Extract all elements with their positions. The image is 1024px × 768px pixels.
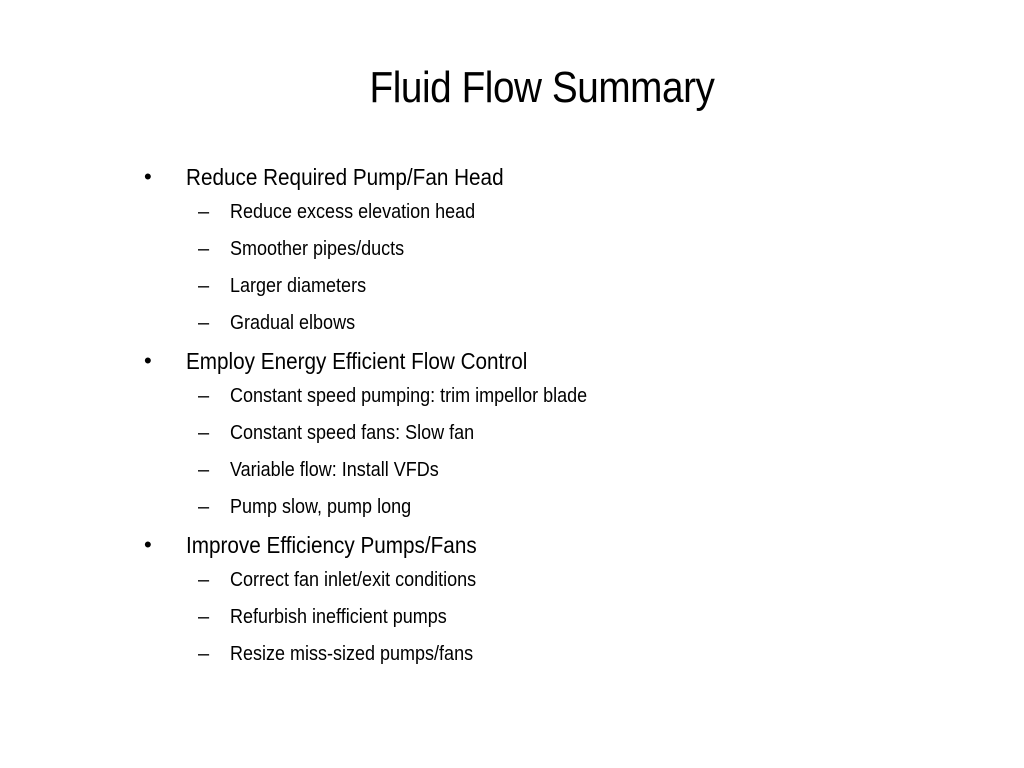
dash-icon: – xyxy=(198,459,210,481)
dash-icon: – xyxy=(198,606,210,628)
bullet-item xyxy=(144,526,944,562)
slide-title: Fluid Flow Summary xyxy=(369,63,715,112)
sub-bullet-item xyxy=(144,194,944,231)
bullet-item xyxy=(144,158,944,194)
sub-bullet-item xyxy=(144,489,944,526)
sub-bullet-item xyxy=(144,378,944,415)
bullet-text: Reduce Required Pump/Fan Head xyxy=(186,164,504,190)
sub-bullet-text: Correct fan inlet/exit conditions xyxy=(230,569,477,591)
dash-icon: – xyxy=(198,312,210,334)
sub-bullet-item xyxy=(144,305,944,342)
bullet-icon: • xyxy=(144,164,152,189)
sub-bullet-text: Constant speed fans: Slow fan xyxy=(230,422,475,444)
sub-bullet-item xyxy=(144,452,944,489)
sub-bullet-text: Pump slow, pump long xyxy=(230,496,412,518)
dash-icon: – xyxy=(198,422,210,444)
sub-bullet-item xyxy=(144,268,944,305)
dash-icon: – xyxy=(198,238,210,260)
sub-bullet-text: Larger diameters xyxy=(230,275,367,297)
sub-bullet-text: Refurbish inefficient pumps xyxy=(230,606,447,628)
sub-bullet-text: Gradual elbows xyxy=(230,312,356,334)
dash-icon: – xyxy=(198,643,210,665)
bullet-list xyxy=(144,158,944,673)
bullet-text: Employ Energy Efficient Flow Control xyxy=(186,348,528,374)
bullet-item xyxy=(144,342,944,378)
sub-bullet-item xyxy=(144,231,944,268)
sub-bullet-text: Variable flow: Install VFDs xyxy=(230,459,439,481)
dash-icon: – xyxy=(198,496,210,518)
dash-icon: – xyxy=(198,201,210,223)
sub-bullet-item xyxy=(144,636,944,673)
sub-bullet-text: Smoother pipes/ducts xyxy=(230,238,405,260)
sub-bullet-item xyxy=(144,415,944,452)
bullet-text: Improve Efficiency Pumps/Fans xyxy=(186,532,477,558)
sub-bullet-item xyxy=(144,599,944,636)
dash-icon: – xyxy=(198,385,210,407)
bullet-icon: • xyxy=(144,532,152,557)
dash-icon: – xyxy=(198,275,210,297)
sub-bullet-text: Reduce excess elevation head xyxy=(230,201,476,223)
sub-bullet-text: Constant speed pumping: trim impellor blade xyxy=(230,385,588,407)
sub-bullet-item xyxy=(144,562,944,599)
dash-icon: – xyxy=(198,569,210,591)
bullet-icon: • xyxy=(144,348,152,373)
sub-bullet-text: Resize miss-sized pumps/fans xyxy=(230,643,474,665)
